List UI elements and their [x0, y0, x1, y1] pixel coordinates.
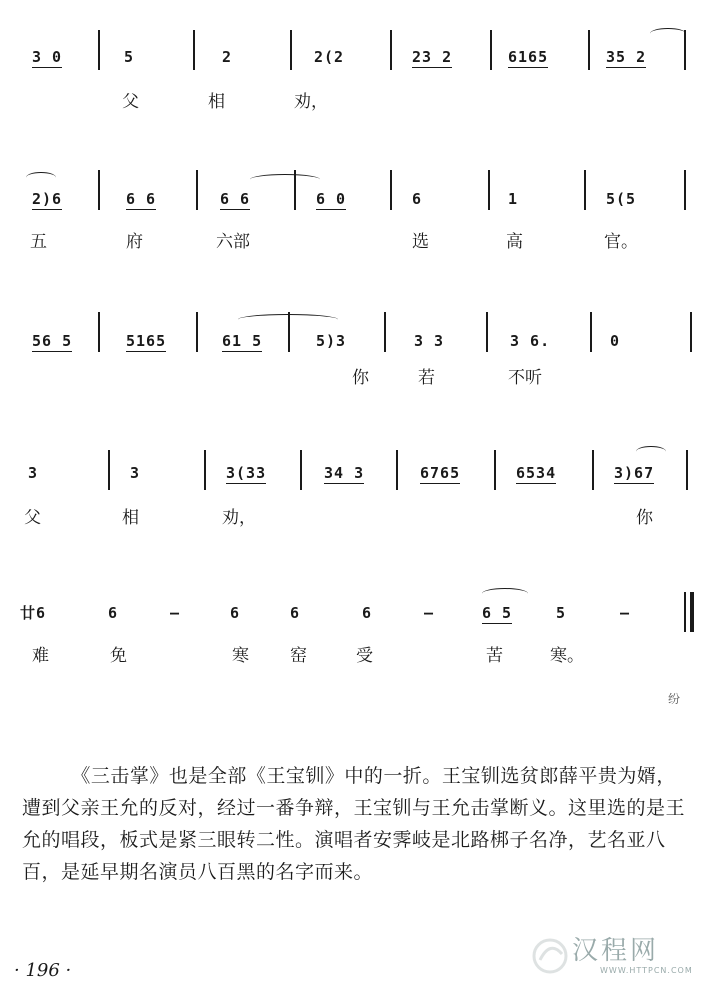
- barline: [684, 170, 686, 210]
- lyric: 不听: [508, 368, 542, 388]
- note-group: 34 3: [324, 464, 365, 482]
- score-row-4: [0, 450, 710, 530]
- watermark-url: WWW.HTTPCN.COM: [600, 966, 693, 975]
- note-group: 6: [108, 604, 119, 622]
- barline: [204, 450, 206, 490]
- page-number: · 196 ·: [14, 960, 72, 981]
- barline: [196, 170, 198, 210]
- note-group: –: [424, 604, 435, 622]
- barline: [300, 450, 302, 490]
- note-group: –: [170, 604, 181, 622]
- note-group: 6165: [508, 48, 549, 66]
- note-group: 5(5: [606, 190, 637, 208]
- lyric: 窑: [290, 646, 307, 666]
- lyric: 府: [126, 232, 143, 252]
- lyric: 高: [506, 232, 523, 252]
- barline: [396, 450, 398, 490]
- lyric: 免: [110, 646, 127, 666]
- score-row-5: [0, 588, 710, 668]
- note-group: 35 2: [606, 48, 647, 66]
- lyric: 苦: [486, 646, 503, 666]
- lyric: 受: [356, 646, 373, 666]
- note-group: 3 6.: [510, 332, 551, 350]
- note-group: 56 5: [32, 332, 73, 350]
- barline: [486, 312, 488, 352]
- note-group: 6 6: [126, 190, 157, 208]
- note-group: –: [620, 604, 631, 622]
- note-group: 6 6: [220, 190, 251, 208]
- lyric: 劝，: [294, 92, 328, 112]
- note-group: 6534: [516, 464, 557, 482]
- lyric: 六部: [216, 232, 250, 252]
- barline: [686, 450, 688, 490]
- lyric: 选: [412, 232, 429, 252]
- note-group: 2)6: [32, 190, 63, 208]
- barline: [584, 170, 586, 210]
- barline: [592, 450, 594, 490]
- note-group: 23 2: [412, 48, 453, 66]
- note-group: 6: [290, 604, 301, 622]
- note-group: 1: [508, 190, 519, 208]
- score-row-1: [0, 30, 710, 110]
- lyric: 你: [352, 368, 369, 388]
- lyric: 相: [208, 92, 225, 112]
- commentary-text: [22, 760, 694, 888]
- score-row-3: [0, 312, 710, 392]
- slur: [650, 28, 686, 39]
- watermark-text: 汉程网: [572, 936, 660, 966]
- barline: [590, 312, 592, 352]
- lyric: 寒: [232, 646, 249, 666]
- lyric: 父: [24, 508, 41, 528]
- note-group: 6765: [420, 464, 461, 482]
- lyric: 难: [32, 646, 49, 666]
- barline: [196, 312, 198, 352]
- note-group: 6: [230, 604, 241, 622]
- note-group: 6: [412, 190, 423, 208]
- note-group: 5)3: [316, 332, 347, 350]
- note-group: 6: [362, 604, 373, 622]
- barline: [98, 312, 100, 352]
- barline: [390, 30, 392, 70]
- lyric: 你: [636, 508, 653, 528]
- note-group: 3)67: [614, 464, 655, 482]
- barline: [488, 170, 490, 210]
- note-group: 2(2: [314, 48, 345, 66]
- note-group: 5: [556, 604, 567, 622]
- note-group: 3 3: [414, 332, 445, 350]
- lyric: 官。: [604, 232, 638, 252]
- lyric: 相: [122, 508, 139, 528]
- barline: [588, 30, 590, 70]
- barline: [690, 312, 692, 352]
- note-group: 2: [222, 48, 233, 66]
- lyric: 若: [418, 368, 435, 388]
- barline: [98, 170, 100, 210]
- note-group: 3: [28, 464, 39, 482]
- lyric: 父: [122, 92, 139, 112]
- lyric: 劝，: [222, 508, 256, 528]
- barline: [384, 312, 386, 352]
- note-group: 3(33: [226, 464, 267, 482]
- barline: [108, 450, 110, 490]
- barline: [494, 450, 496, 490]
- slur: [636, 446, 666, 457]
- final-barline: [684, 592, 686, 632]
- corner-mark: 纷: [668, 692, 681, 706]
- note-group: 3: [130, 464, 141, 482]
- note-group: 5165: [126, 332, 167, 350]
- note-group: 61 5: [222, 332, 263, 350]
- score-row-2: [0, 170, 710, 250]
- commentary-paragraph: 《三击掌》也是全部《王宝钏》中的一折。王宝钏选贫郎薛平贵为婿，遭到父亲王允的反对，经过一番争辩，王宝钏与王允击掌断义。这里选的是王允的唱段，板式是紧三眼转二性。演唱者安霁岐是北路梆子名净，艺名亚八百，是延早期名演员八百黑的名字而来。: [22, 765, 686, 883]
- final-barline: [690, 592, 694, 632]
- slur: [26, 172, 56, 183]
- barline: [390, 170, 392, 210]
- barline: [193, 30, 195, 70]
- barline: [290, 30, 292, 70]
- lyric: 寒。: [550, 646, 584, 666]
- barline: [98, 30, 100, 70]
- note-group: 0: [610, 332, 621, 350]
- note-group: 6 5: [482, 604, 513, 622]
- note-group: 6 0: [316, 190, 347, 208]
- barline: [490, 30, 492, 70]
- lyric: 五: [30, 232, 47, 252]
- slur: [238, 314, 338, 325]
- note-group: 廿6: [20, 604, 47, 622]
- note-group: 3 0: [32, 48, 63, 66]
- slur: [250, 174, 320, 185]
- slur: [482, 588, 528, 599]
- note-group: 5: [124, 48, 135, 66]
